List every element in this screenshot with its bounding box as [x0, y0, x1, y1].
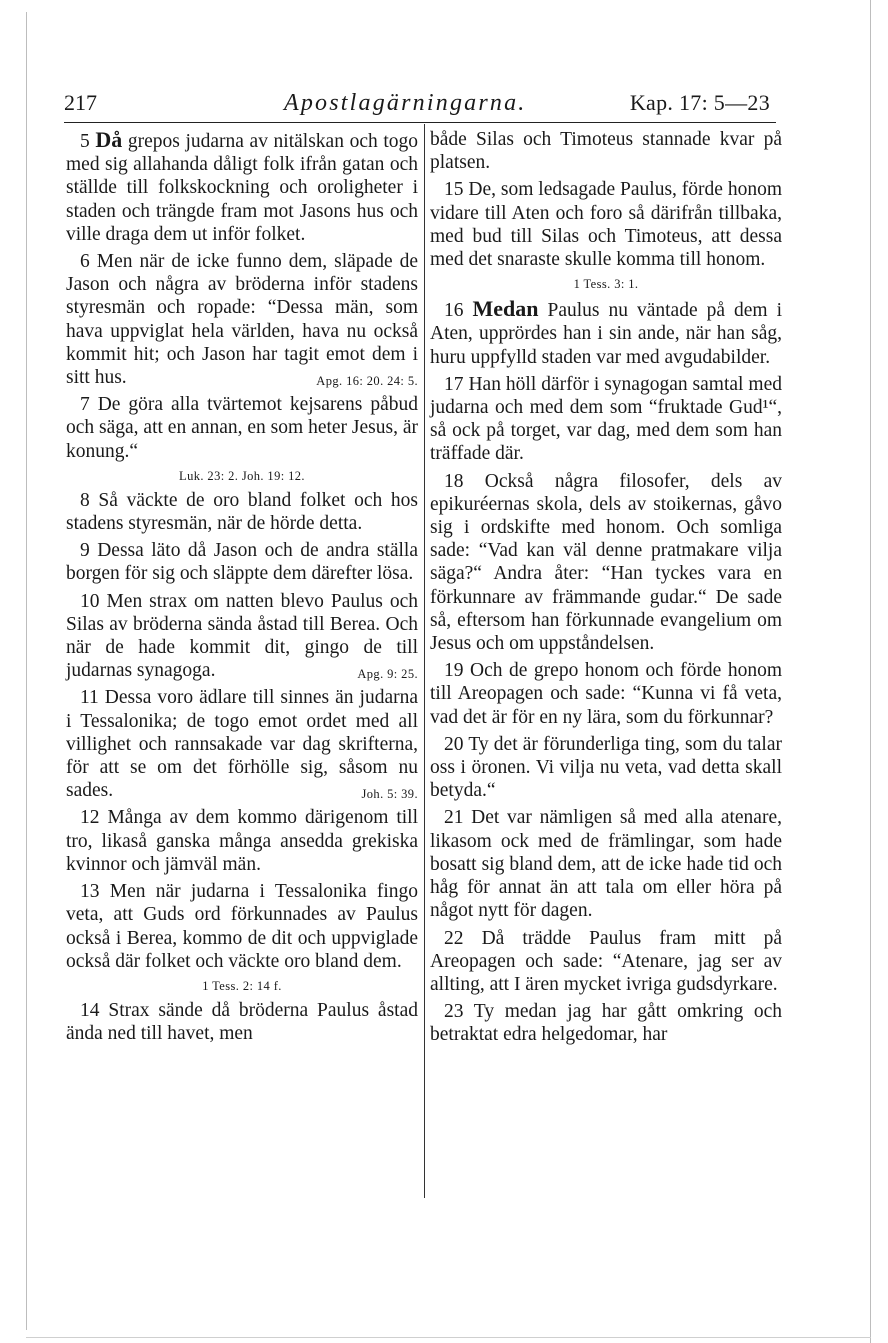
- cross-reference: Joh. 5: 39.: [361, 787, 418, 802]
- verse-5: [66, 128, 418, 246]
- cross-reference: Luk. 23: 2. Joh. 19: 12.: [179, 468, 305, 483]
- verse-initial-word: Då: [95, 127, 123, 152]
- verse-text: Paulus nu väntade på dem i Aten, upprördes han i sin ande, när han såg, huru uppfylld staden var med avgudabilder.: [430, 300, 782, 368]
- verse-12: 12 Många av dem kommo därigenom till tro, likaså ganska många ansedda grekiska kvinnor och jämväl män.: [66, 807, 418, 875]
- left-column: [66, 128, 418, 1049]
- verse-10: [66, 590, 418, 683]
- verse-22: 22 Då trädde Paulus fram mitt på Areopagen och sade: “Atenare, jag ser av allting, att I ären mycket ivriga gudsdyrkare.: [430, 927, 782, 995]
- verse-text: 6 Men när de icke funno dem, släpade de Jason och några av bröderna inför stadens styresmän och ropade: “Dessa män, som hava uppviglat hela världen, hava nu också kommit hit; och Jason har tagit emot dem i sitt hus.: [66, 251, 418, 389]
- verse-8: 8 Så väckte de oro bland folket och hos stadens styresmän, när de hörde detta.: [66, 489, 418, 535]
- verse-21: 21 Det var nämligen så med alla atenare, likasom ock med de främlingar, som hade bosatt sig bland dem, att de icke hade tid och håg för annat än att tala om eller höra på något nytt för dagen.: [430, 807, 782, 922]
- cross-reference: Apg. 9: 25.: [357, 667, 418, 682]
- verse-text: grepos judarna av nitälskan och togo med sig allahanda dåligt folk ifrån gatan och ställde till folkskockning och oroligheter i staden och trängde fram mot Jasons hus och ville draga dem ut inför folket.: [66, 131, 418, 245]
- verse-14: 14 Strax sände då bröderna Paulus åstad ända ned till havet, men: [66, 999, 418, 1045]
- verse-initial-word: Medan: [472, 296, 539, 322]
- scan-edge-left: [26, 12, 27, 1330]
- cross-reference: 1 Tess. 3: 1.: [573, 277, 639, 292]
- verse-13: 13 Men när judarna i Tessalonika fingo veta, att Guds ord förkunnades av Paulus också i Berea, kommo de dit och uppviglade också där folket och väckte oro bland dem.: [66, 881, 418, 972]
- verse-text: 7 De göra alla tvärtemot kejsarens påbud och säga, att en annan, en som heter Jesus, är konung.“: [66, 394, 418, 462]
- verse-20: 20 Ty det är förunderliga ting, som du talar oss i öronen. Vi vilja nu veta, vad detta skall betyda.“: [430, 733, 782, 802]
- chapter-reference: Kap. 17: 5—23: [629, 90, 770, 115]
- scan-edge-right: [870, 0, 871, 1343]
- page-number: 217: [64, 90, 97, 115]
- verse-text: 10 Men strax om natten blevo Paulus och Silas av bröderna sända åstad till Berea. Och när de hade kommit dit, gingo de till judarnas synagoga.: [66, 590, 418, 682]
- cross-reference: Apg. 16: 20. 24: 5.: [316, 374, 418, 389]
- verse-6: [66, 250, 418, 389]
- verse-11: [66, 686, 418, 802]
- verse-18: 18 Också några filosofer, dels av epikuréernas skola, dels av stoikernas, gåvo sig i ordskifte med honom. Och somliga sade: “Vad kan väl denne pratmakare vilja säga?“ Andra åter: “Han tyckes vara en förkunnare av främmande gudar.“ De sade så, eftersom han förkunnade evangelium om Jesus och om uppståndelsen.: [430, 470, 782, 655]
- verse-number: 5: [80, 131, 90, 152]
- verse-19: 19 Och de grepo honom och förde honom till Areopagen och sade: “Kunna vi få veta, vad det är för en ny lära, som du förkunnar?: [430, 660, 782, 728]
- verse-23: 23 Ty medan jag har gått omkring och betraktat edra helgedomar, har: [430, 1001, 782, 1046]
- verse-number: 16: [444, 300, 464, 322]
- book-title: Apostlagärningarna.: [284, 90, 527, 116]
- verse-text: 11 Dessa voro ädlare till sinnes än judarna i Tessalonika; de togo emot ordet med all villighet och rannsakade var dag skrifterna, för att se om det förhölle sig, såsom nu sades.: [66, 687, 418, 802]
- verse-15: 15 De, som ledsagade Paulus, förde honom vidare till Aten och foro så därifrån tillbaka, med bud till Silas och Timoteus, att dessa med det snaraste skulle komma till honom.: [430, 179, 782, 271]
- scan-edge-bottom: [26, 1337, 871, 1338]
- verse-17: 17 Han höll därför i synagogan samtal med judarna och med dem som “fruktade Gud¹“, så ock på torget, var dag, med dem som han träffade där.: [430, 373, 782, 465]
- verse-16: [430, 297, 782, 369]
- right-column: [430, 128, 782, 1051]
- running-header: [64, 88, 776, 123]
- verse-9: 9 Dessa läto då Jason och de andra ställa borgen för sig och släppte dem därefter lösa.: [66, 540, 418, 585]
- cross-reference: 1 Tess. 2: 14 f.: [202, 978, 282, 993]
- verse-7: [66, 393, 418, 463]
- verse-14-continued: både Silas och Timoteus stannade kvar på platsen.: [430, 129, 782, 174]
- column-divider: [424, 124, 425, 1198]
